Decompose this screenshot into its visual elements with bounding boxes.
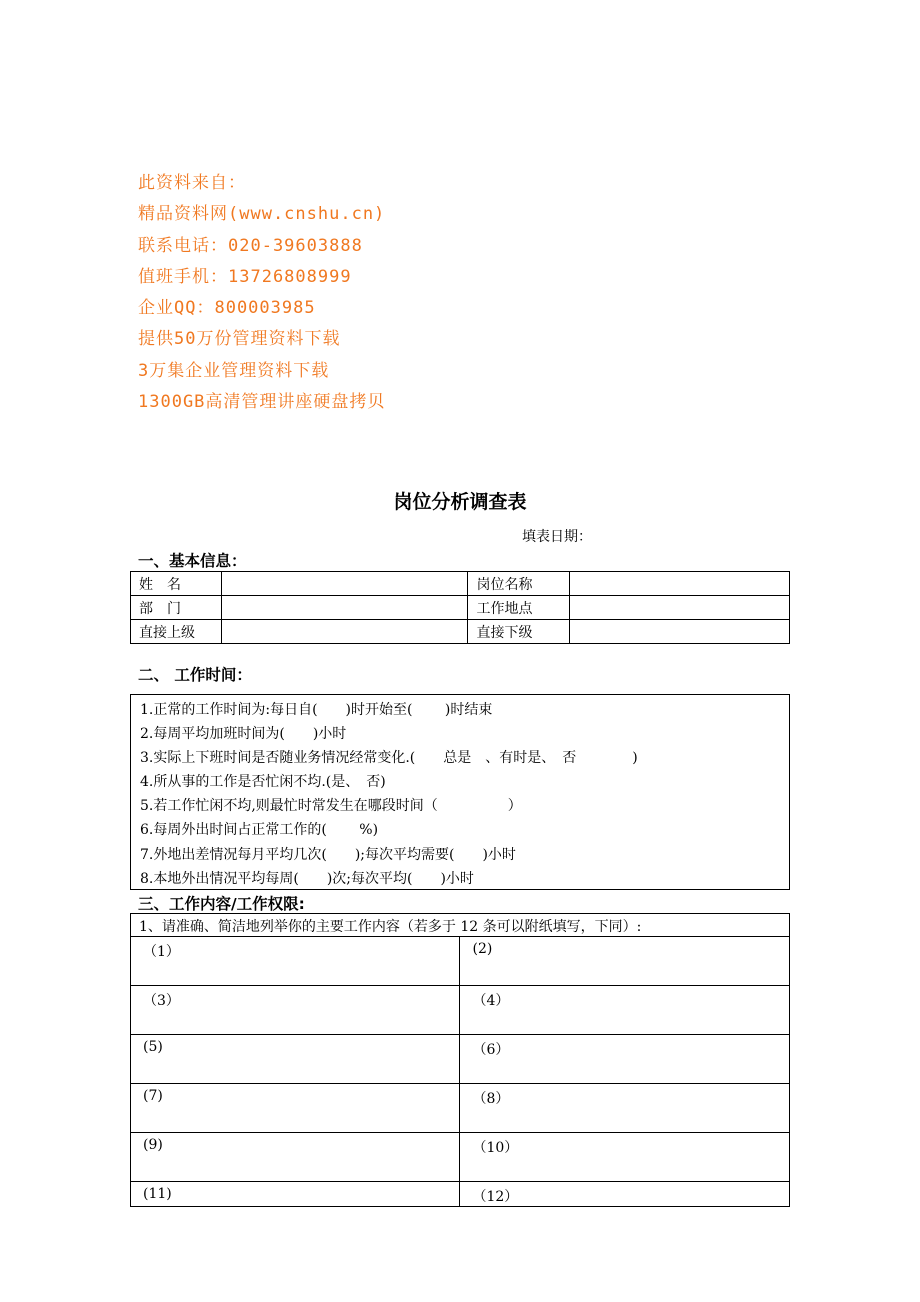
field-label-name: 姓 名: [131, 572, 222, 596]
table-row: [131, 572, 790, 596]
source-info-block: [138, 168, 385, 418]
promo-line-1: 提供50万份管理资料下载: [138, 329, 341, 350]
table-row: [131, 914, 790, 937]
table-row: [131, 1084, 790, 1133]
fill-date-label: 填表日期：: [522, 529, 592, 545]
field-label-subordinate: 直接下级: [468, 620, 570, 644]
work-time-question-8: 8.本地外出情况平均每周( )次;每次平均( )小时: [140, 871, 474, 887]
work-time-question-4: 4.所从事的工作是否忙闲不均.(是、 否): [140, 774, 386, 790]
work-item-cell[interactable]: (11): [131, 1182, 460, 1207]
location-input-cell[interactable]: [570, 596, 790, 620]
work-item-cell[interactable]: （1）: [131, 937, 460, 986]
supervisor-input-cell[interactable]: [221, 620, 468, 644]
position-input-cell[interactable]: [570, 572, 790, 596]
work-item-cell[interactable]: （3）: [131, 986, 460, 1035]
table-row: [131, 1182, 790, 1207]
section-work-content-heading: 三、工作内容/工作权限:: [138, 895, 305, 913]
work-item-cell[interactable]: （12）: [460, 1182, 790, 1207]
work-item-cell[interactable]: （10）: [460, 1133, 790, 1182]
name-input-cell[interactable]: [221, 572, 468, 596]
work-time-question-5: 5.若工作忙闲不均,则最忙时常发生在哪段时间（ ）: [140, 798, 522, 814]
qq-line: 企业QQ：800003985: [138, 298, 316, 319]
phone-line: 联系电话：020-39603888: [138, 235, 363, 256]
work-item-cell[interactable]: （6）: [460, 1035, 790, 1084]
website-line: 精品资料网(www.cnshu.cn): [138, 204, 386, 225]
work-item-cell[interactable]: (2): [460, 937, 790, 986]
table-row: [131, 937, 790, 986]
section-work-time-heading: 二、 工作时间：: [138, 666, 252, 684]
section-basic-info-heading: 一、基本信息：: [138, 552, 247, 570]
field-label-department: 部 门: [131, 596, 222, 620]
basic-info-table: [130, 571, 790, 644]
field-label-location: 工作地点: [468, 596, 570, 620]
field-label-supervisor: 直接上级: [131, 620, 222, 644]
subordinate-input-cell[interactable]: [570, 620, 790, 644]
work-item-cell[interactable]: （4）: [460, 986, 790, 1035]
field-label-position: 岗位名称: [468, 572, 570, 596]
table-row: [131, 620, 790, 644]
mobile-line: 值班手机：13726808999: [138, 266, 352, 287]
work-item-cell[interactable]: (7): [131, 1084, 460, 1133]
work-item-cell[interactable]: (5): [131, 1035, 460, 1084]
work-content-instruction: 1、请准确、简洁地列举你的主要工作内容（若多于 12 条可以附纸填写，下同）:: [131, 914, 790, 937]
work-item-cell[interactable]: (9): [131, 1133, 460, 1182]
promo-line-2: 3万集企业管理资料下载: [138, 360, 330, 381]
source-line: 此资料来自：: [138, 173, 246, 193]
table-row: [131, 596, 790, 620]
table-row: [131, 986, 790, 1035]
work-content-table: [130, 913, 790, 1207]
work-time-question-3: 3.实际上下班时间是否随业务情况经常变化.( 总是 、有时是、 否 ): [140, 750, 638, 766]
promo-line-3: 1300GB高清管理讲座硬盘拷贝: [138, 392, 386, 413]
table-row: [131, 1035, 790, 1084]
work-time-question-2: 2.每周平均加班时间为( )小时: [140, 726, 347, 742]
work-time-question-6: 6.每周外出时间占正常工作的( %): [140, 822, 379, 838]
table-row: [131, 1133, 790, 1182]
document-title: 岗位分析调查表: [393, 491, 527, 513]
work-time-box: [130, 694, 790, 890]
work-time-question-1: 1.正常的工作时间为:每日自( )时开始至( )时结束: [140, 702, 493, 718]
work-item-cell[interactable]: （8）: [460, 1084, 790, 1133]
work-time-question-7: 7.外地出差情况每月平均几次( );每次平均需要( )小时: [140, 847, 516, 863]
department-input-cell[interactable]: [221, 596, 468, 620]
